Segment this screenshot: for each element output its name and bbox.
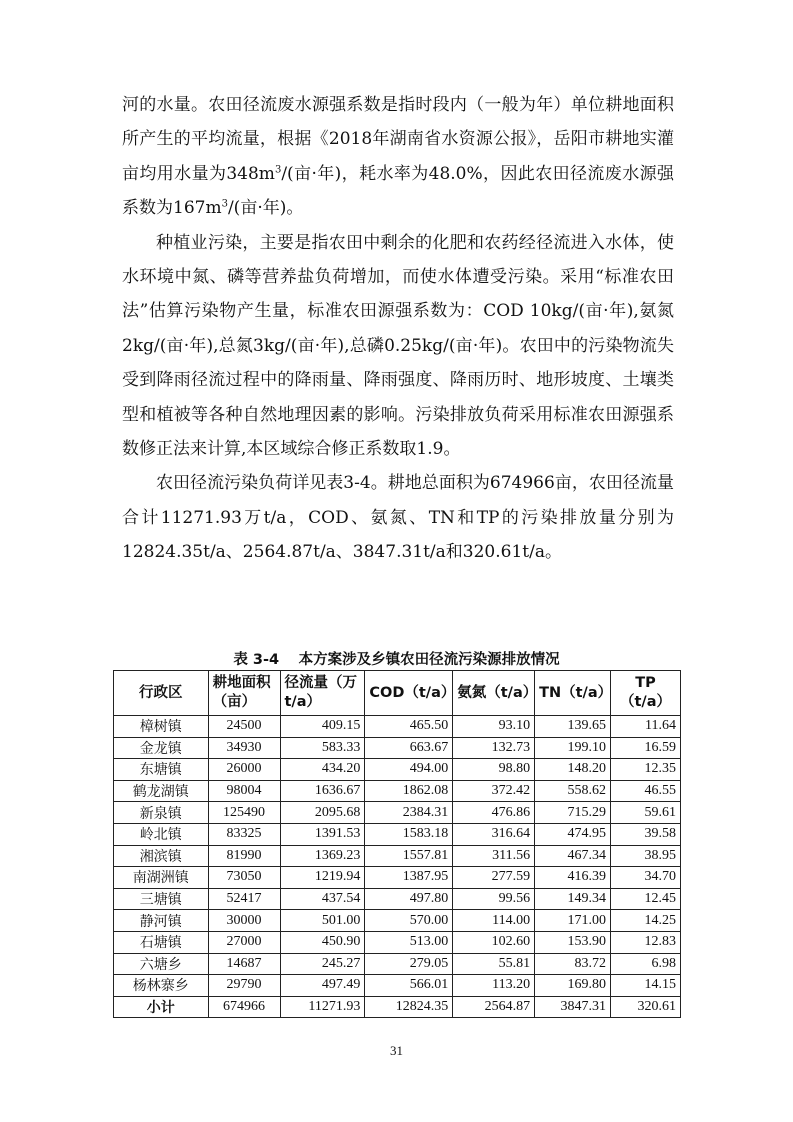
table-row xyxy=(114,910,681,932)
cell-cod: 1862.08 xyxy=(365,780,453,802)
cell-tn: 83.72 xyxy=(535,953,611,975)
cell-tp: 12.45 xyxy=(611,888,681,910)
cell-tn: 199.10 xyxy=(535,737,611,759)
cell-cod: 497.80 xyxy=(365,888,453,910)
table-row xyxy=(114,931,681,953)
cell-ammonia-nitrogen: 113.20 xyxy=(453,975,535,997)
cell-tn: 467.34 xyxy=(535,845,611,867)
cell-district: 三塘镇 xyxy=(114,888,209,910)
table-row xyxy=(114,867,681,889)
cell-farmland-area: 24500 xyxy=(208,716,280,738)
table-row xyxy=(114,780,681,802)
cell-cod: 494.00 xyxy=(365,759,453,781)
cell-tp: 14.25 xyxy=(611,910,681,932)
cell-tp: 6.98 xyxy=(611,953,681,975)
table-body xyxy=(114,716,681,1018)
cell-farmland-area: 52417 xyxy=(208,888,280,910)
cell-cod: 1557.81 xyxy=(365,845,453,867)
header-ammonia-nitrogen: 氨氮（t/a） xyxy=(453,671,535,716)
cell-cod: 279.05 xyxy=(365,953,453,975)
cell-runoff-volume: 1369.23 xyxy=(280,845,365,867)
cell-district: 鹤龙湖镇 xyxy=(114,780,209,802)
header-runoff-volume: 径流量（万t/a） xyxy=(280,671,365,716)
cell-ammonia-nitrogen: 114.00 xyxy=(453,910,535,932)
cell-tn: 474.95 xyxy=(535,823,611,845)
cell-runoff-volume: 437.54 xyxy=(280,888,365,910)
cell-ammonia-nitrogen: 277.59 xyxy=(453,867,535,889)
cell-ammonia-nitrogen: 98.80 xyxy=(453,759,535,781)
cell-tn: 416.39 xyxy=(535,867,611,889)
cell-ammonia-nitrogen: 372.42 xyxy=(453,780,535,802)
cell-ammonia-nitrogen: 132.73 xyxy=(453,737,535,759)
cell-farmland-area: 29790 xyxy=(208,975,280,997)
header-district: 行政区 xyxy=(114,671,209,716)
cell-tn: 169.80 xyxy=(535,975,611,997)
header-tn: TN（t/a） xyxy=(535,671,611,716)
total-cell-runoff-volume: 11271.93 xyxy=(280,996,365,1018)
cell-tp: 16.59 xyxy=(611,737,681,759)
cell-tp: 11.64 xyxy=(611,716,681,738)
cell-cod: 465.50 xyxy=(365,716,453,738)
cell-runoff-volume: 434.20 xyxy=(280,759,365,781)
table-row xyxy=(114,888,681,910)
cell-tp: 39.58 xyxy=(611,823,681,845)
cell-ammonia-nitrogen: 93.10 xyxy=(453,716,535,738)
cell-farmland-area: 81990 xyxy=(208,845,280,867)
total-cell-tn: 3847.31 xyxy=(535,996,611,1018)
cell-district: 樟树镇 xyxy=(114,716,209,738)
cell-ammonia-nitrogen: 476.86 xyxy=(453,802,535,824)
cell-tn: 558.62 xyxy=(535,780,611,802)
total-cell-ammonia-nitrogen: 2564.87 xyxy=(453,996,535,1018)
cell-ammonia-nitrogen: 316.64 xyxy=(453,823,535,845)
cell-cod: 1583.18 xyxy=(365,823,453,845)
table-row xyxy=(114,716,681,738)
cell-runoff-volume: 1636.67 xyxy=(280,780,365,802)
cell-tn: 139.65 xyxy=(535,716,611,738)
table-total-row xyxy=(114,996,681,1018)
table-caption: 表 3-4 本方案涉及乡镇农田径流污染源排放情况 xyxy=(233,652,560,668)
paragraph-runoff-summary: 农田径流污染负荷详见表3-4。耕地总面积为674966亩，农田径流量合计11271.93万t/a，COD、氨氮、TN和TP的污染排放量分别为12824.35t/a、2564.87t/a、3847.31t/a和320.61t/a。 xyxy=(122,473,674,563)
total-cell-farmland-area: 674966 xyxy=(208,996,280,1018)
cell-runoff-volume: 1219.94 xyxy=(280,867,365,889)
cell-tn: 153.90 xyxy=(535,931,611,953)
cell-farmland-area: 98004 xyxy=(208,780,280,802)
total-cell-tp: 320.61 xyxy=(611,996,681,1018)
table-row xyxy=(114,823,681,845)
cell-tp: 12.35 xyxy=(611,759,681,781)
table-header-row xyxy=(114,671,681,716)
table-row xyxy=(114,845,681,867)
header-tp: TP（t/a） xyxy=(611,671,681,716)
cell-tp: 38.95 xyxy=(611,845,681,867)
table-row xyxy=(114,802,681,824)
table-row xyxy=(114,975,681,997)
cell-cod: 566.01 xyxy=(365,975,453,997)
cell-district: 静河镇 xyxy=(114,910,209,932)
cell-district: 新泉镇 xyxy=(114,802,209,824)
cell-tp: 46.55 xyxy=(611,780,681,802)
cell-cod: 513.00 xyxy=(365,931,453,953)
header-cod: COD（t/a） xyxy=(365,671,453,716)
cell-cod: 663.67 xyxy=(365,737,453,759)
total-cell-cod: 12824.35 xyxy=(365,996,453,1018)
runoff-pollution-table xyxy=(113,670,681,1018)
cell-tn: 148.20 xyxy=(535,759,611,781)
cell-farmland-area: 73050 xyxy=(208,867,280,889)
table-row xyxy=(114,737,681,759)
cell-tn: 149.34 xyxy=(535,888,611,910)
cell-district: 金龙镇 xyxy=(114,737,209,759)
cell-district: 石塘镇 xyxy=(114,931,209,953)
cell-cod: 1387.95 xyxy=(365,867,453,889)
cell-district: 东塘镇 xyxy=(114,759,209,781)
cell-tp: 34.70 xyxy=(611,867,681,889)
paragraph-water-coefficient: 河的水量。农田径流废水源强系数是指时段内（一般为年）单位耕地面积所产生的平均流量，根据《2018年湖南省水资源公报》，岳阳市耕地实灌亩均用水量为$348m^3/$(亩·年)，耗水率为48.0%，因此农田径流废水源强系数为$167m^3/$(亩·年)。 xyxy=(122,95,674,219)
cell-runoff-volume: 501.00 xyxy=(280,910,365,932)
cell-cod: 570.00 xyxy=(365,910,453,932)
cell-tp: 12.83 xyxy=(611,931,681,953)
cell-tn: 171.00 xyxy=(535,910,611,932)
cell-tn: 715.29 xyxy=(535,802,611,824)
cell-runoff-volume: 1391.53 xyxy=(280,823,365,845)
table-row xyxy=(114,759,681,781)
cell-district: 岭北镇 xyxy=(114,823,209,845)
cell-runoff-volume: 450.90 xyxy=(280,931,365,953)
cell-ammonia-nitrogen: 311.56 xyxy=(453,845,535,867)
cell-farmland-area: 14687 xyxy=(208,953,280,975)
header-farmland-area: 耕地面积（亩） xyxy=(208,671,280,716)
cell-farmland-area: 26000 xyxy=(208,759,280,781)
cell-runoff-volume: 583.33 xyxy=(280,737,365,759)
cell-cod: 2384.31 xyxy=(365,802,453,824)
cell-farmland-area: 30000 xyxy=(208,910,280,932)
page-number: 31 xyxy=(390,1043,403,1058)
cell-ammonia-nitrogen: 99.56 xyxy=(453,888,535,910)
cell-ammonia-nitrogen: 102.60 xyxy=(453,931,535,953)
cell-runoff-volume: 245.27 xyxy=(280,953,365,975)
cell-farmland-area: 125490 xyxy=(208,802,280,824)
cell-ammonia-nitrogen: 55.81 xyxy=(453,953,535,975)
cell-farmland-area: 27000 xyxy=(208,931,280,953)
cell-tp: 14.15 xyxy=(611,975,681,997)
cell-district: 湘滨镇 xyxy=(114,845,209,867)
cell-district: 六塘乡 xyxy=(114,953,209,975)
cell-tp: 59.61 xyxy=(611,802,681,824)
cell-runoff-volume: 2095.68 xyxy=(280,802,365,824)
paragraph-planting-pollution: 种植业污染，主要是指农田中剩余的化肥和农药经径流进入水体，使水环境中氮、磷等营养盐负荷增加，而使水体遭受污染。采用“标准农田法”估算污染物产生量，标准农田源强系数为：COD 10kg/(亩·年),氨氮2kg/(亩·年),总氮3kg/(亩·年),总磷0.25kg/(亩·年)。农田中的污染物流失受到降雨径流过程中的降雨量、降雨强度、降雨历时、地形坡度、土壤类型和植被等各种自然地理因素的影响。污染排放负荷采用标准农田源强系数修正法来计算,本区域综合修正系数取1.9。 xyxy=(122,232,674,460)
table-row xyxy=(114,953,681,975)
cell-district: 南湖洲镇 xyxy=(114,867,209,889)
cell-district: 杨林寨乡 xyxy=(114,975,209,997)
cell-farmland-area: 83325 xyxy=(208,823,280,845)
cell-farmland-area: 34930 xyxy=(208,737,280,759)
cell-runoff-volume: 409.15 xyxy=(280,716,365,738)
cell-runoff-volume: 497.49 xyxy=(280,975,365,997)
body-text xyxy=(122,88,674,570)
total-cell-district: 小计 xyxy=(114,996,209,1018)
